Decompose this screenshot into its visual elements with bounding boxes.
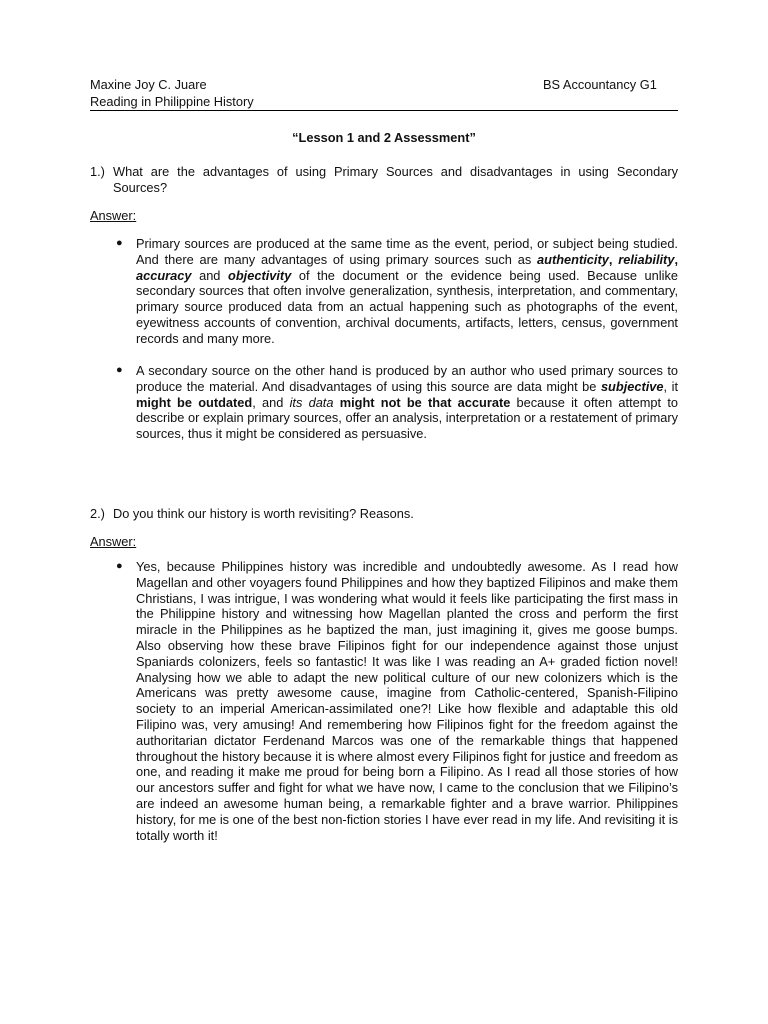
document-header [90, 77, 678, 110]
answer-bullet [116, 236, 678, 347]
course-name: Reading in Philippine History [90, 93, 254, 109]
answer-label: Answer: [90, 208, 137, 223]
bullet-text: A secondary source on the other hand is produced by an author who used primary sources to produce the material. And disadvantages of using this source are data might be subjective, it might be outdated, and its data might not be that accurate because it often attempt to describe or explain primary sources, offer an analysis, interpretation or a restatement of primary sources, thus it might be considered as persuasive. [136, 363, 679, 442]
program-section: BS Accountancy G1 [543, 77, 657, 92]
question-number: 2.) [90, 506, 105, 521]
author-name: Maxine Joy C. Juare [90, 77, 207, 92]
bullet-icon: ● [116, 364, 123, 376]
question-2 [90, 506, 678, 522]
bullet-text: Primary sources are produced at the same time as the event, period, or subject being studied. And there are many advantages of using primary sources such as authenticity, reliability, accuracy and objectivity of the document or the evidence being used. Because unlike secondary sources that often involve generalization, synthesis, interpretation, and commentary, primary source produced data from an actual happening such as photographs of the event, eyewitness accounts of convention, archival documents, artifacts, letters, census, government records and many more. [136, 236, 678, 346]
answer-bullet [116, 559, 678, 843]
header-rule [90, 110, 678, 111]
assessment-title: “Lesson 1 and 2 Assessment” [292, 130, 476, 145]
question-number: 1.) [90, 164, 105, 179]
answer-bullet [116, 363, 678, 442]
question-1 [90, 164, 678, 196]
bullet-text: Yes, because Philippines history was incredible and undoubtedly awesome. As I read how Magellan and other voyagers found Philippines and how they baptized Filipinos and make them Christians, I was intrigue, I was wondering what would it feels like participating the first mass in the Philippine history and witnessing how Magellan planted the cross and perform the first miracle in the Philippines as he baptized the man, just imagining it, gives me goose bumps. Also observing how these brave Filipinos fight for our independence against those unjust Spaniards colonizers, feels so fantastic! It was like I was reading an A+ graded fiction novel! Analysing how we able to adapt the new political culture of our new colonizers which is the Americans was pretty awesome cause, imagine from Catholic-centered, Spanish-Filipino society to an imperial American-assimilated one?! Like how flexible and adaptable this old Filipino was, very amusing! And remembering how Filipinos fight for the freedom against the authoritarian dictator Ferdenand Marcos was one of the remarkable things that happened throughout the history because it is where almost every Filipinos fight for justice and freedom as one, and reading it make me proud for being born a Filipino. As I read all those stories of how our ancestors suffer and fight for what we have now, I came to the conclusion that we Filipino’s are indeed an awesome human being, a remarkable fighter and a brave warrior. Philippines history, for me is one of the best non-fiction stories I have ever read in my life. And revisiting it is totally worth it! [136, 559, 679, 843]
bullet-icon: ● [116, 560, 123, 572]
question-text: What are the advantages of using Primary Sources and disadvantages in using Secondary Sources? [113, 164, 678, 195]
question-text: Do you think our history is worth revisiting? Reasons. [113, 506, 414, 521]
bullet-icon: ● [116, 237, 123, 249]
answer-label: Answer: [90, 534, 137, 549]
